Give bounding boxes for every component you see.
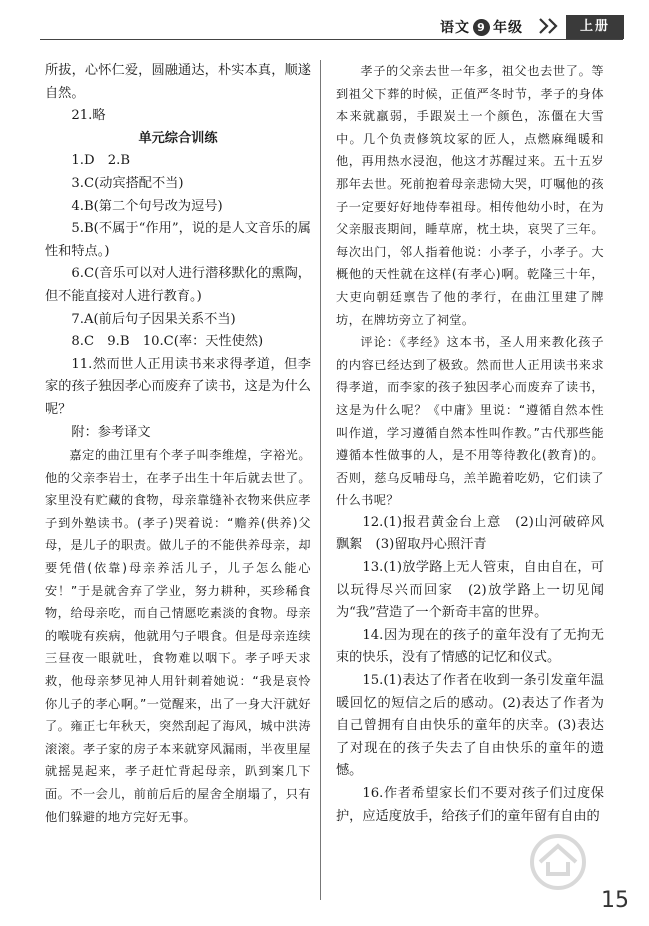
- answer-12: 12.(1)报君黄金台上意 (2)山河破碎风飘絮 (3)留取丹心照汗青: [336, 514, 604, 553]
- answer-4: 4.B(第二个句号改为逗号): [71, 198, 223, 214]
- translation-paragraph-1: 嘉定的曲江里有个孝子叫李维煌，字裕光。他的父亲李岩士，在孝子出生十年后就去世了。家里没有贮藏的食物，母亲靠缝补衣物来供应孝子到外塾读书。(孝子)哭着说：“赡养(供养)父母，是儿子的职责。做儿子的不能供养母亲，却要凭借(依靠)母亲养活儿子，儿子怎么能心安！”于是就舍弃了学业，努力耕种，买珍稀食物，给母亲吃，而自己情愿吃素淡的食物。母亲的喉咙有疾病，他就用勺子喂食。但是母亲连续三昼夜一眼就吐，食物难以咽下。孝子呼天求救，他母亲梦见神人用针刺着她说：“我是哀怜你儿子的孝心啊。”一觉醒来，出了一身大汗就好了。雍正七年秋天，突然刮起了海风，城中洪涛滚滚。孝子家的房子本来就穿风漏雨，半夜里屋就摇晃起来，孝子赶忙背起母亲，趴到案几下面。不一会儿，前前后后的屋舍全崩塌了，只有他们躲避的地方完好无事。: [45, 448, 311, 824]
- commentary-paragraph: 评论：《孝经》这本书，圣人用来教化孩子的内容已经达到了极致。然而世人正用读书来求得孝道，而李家的孩子独因孝心而废弃了读书，这是为什么呢？《中庸》里说：“遵循自然本性叫作道，学习遵循自然本性叫作教。”古代那些能遵循本性做事的人，是不用等待教化(教育)的。否则，慈乌反哺母乌，羔羊跪着吃奶，它们读了什么书呢？: [336, 335, 604, 508]
- answer-13: 13.(1)放学路上无人管束，自由自在，可以玩得尽兴而回家 (2)放学路上一切见闻为“我”营造了一个新奇丰富的世界。: [336, 560, 604, 621]
- answer-16: 16.作者希望家长们不要对孩子们过度保护，应适度放手，给孩子们的童年留有自由的: [336, 786, 604, 824]
- translation-paragraph-2: 孝子的父亲去世一年多，祖父也去世了。等到祖父下葬的时候，正值严冬时节，孝子的身体本来就羸弱，手跟炭土一个颜色，冻僵在大雪中。几个负责修筑坟冢的匠人，点燃麻绳暖和他，再用热水浸泡，他这才苏醒过来。五十五岁那年去世。死前抱着母亲悲恸大哭，叮嘱他的孩子一定要好好地侍奉祖母。相传他幼小时，在为父亲服丧期间，睡草席，枕土块，哀哭了三年。每次出门，邻人指着他说：小孝子，小孝子。大概他的天性就在这样(有孝心)啊。乾隆三十年，大吏向朝廷禀告了他的孝行，在曲江里建了牌坊，在牌坊旁立了祠堂。: [336, 64, 604, 327]
- column-divider: [320, 60, 321, 900]
- answer-15: 15.(1)表达了作者在收到一条引发童年温暖回忆的短信之后的感动。(2)表达了作者为自己曾拥有自由快乐的童年的庆幸。(3)表达了对现在的孩子失去了自由快乐的童年的遗憾。: [336, 673, 604, 779]
- header-rule: [40, 39, 623, 40]
- left-column: [45, 60, 311, 828]
- answer-21: 21.略: [71, 108, 106, 124]
- answer-5: 5.B(不属于“作用”，说的是人文音乐的属性和特点。): [45, 221, 311, 259]
- section-heading: 单元综合训练: [138, 130, 218, 146]
- answer-7: 7.A(前后句子因果关系不当): [71, 311, 236, 327]
- answer-3: 3.C(动宾搭配不当): [71, 175, 184, 191]
- answer-11: 11.然而世人正用读书来求得孝道，但李家的孩子独因孝心而废弃了读书，这是为什么呢？: [45, 356, 311, 417]
- double-chevron-right-icon: [538, 18, 562, 34]
- volume-tab: 上册: [566, 15, 624, 39]
- page-number: 15: [601, 888, 629, 913]
- answer-continuation: 所拔，心怀仁爱，圆融通达，朴实本真，顺遂自然。: [45, 63, 311, 101]
- answer-14: 14.因为现在的孩子的童年没有了无拘无束的快乐，没有了情感的记忆和仪式。: [336, 627, 604, 666]
- translation-heading: 附：参考译文: [71, 424, 151, 440]
- subject-text: 语文: [440, 20, 470, 36]
- answer-8-10: 8.C 9.B 10.C(率：天性使然): [71, 334, 264, 350]
- subject-grade-label: [440, 17, 523, 37]
- grade-suffix-text: 年级: [493, 20, 523, 36]
- answer-6: 6.C(音乐可以对人进行潜移默化的熏陶，但不能直接对人进行教育。): [45, 266, 311, 304]
- answer-1-2: 1.D 2.B: [71, 153, 131, 169]
- right-column: [336, 60, 604, 828]
- grade-number-badge: 9: [473, 19, 490, 36]
- page-header: [0, 0, 649, 48]
